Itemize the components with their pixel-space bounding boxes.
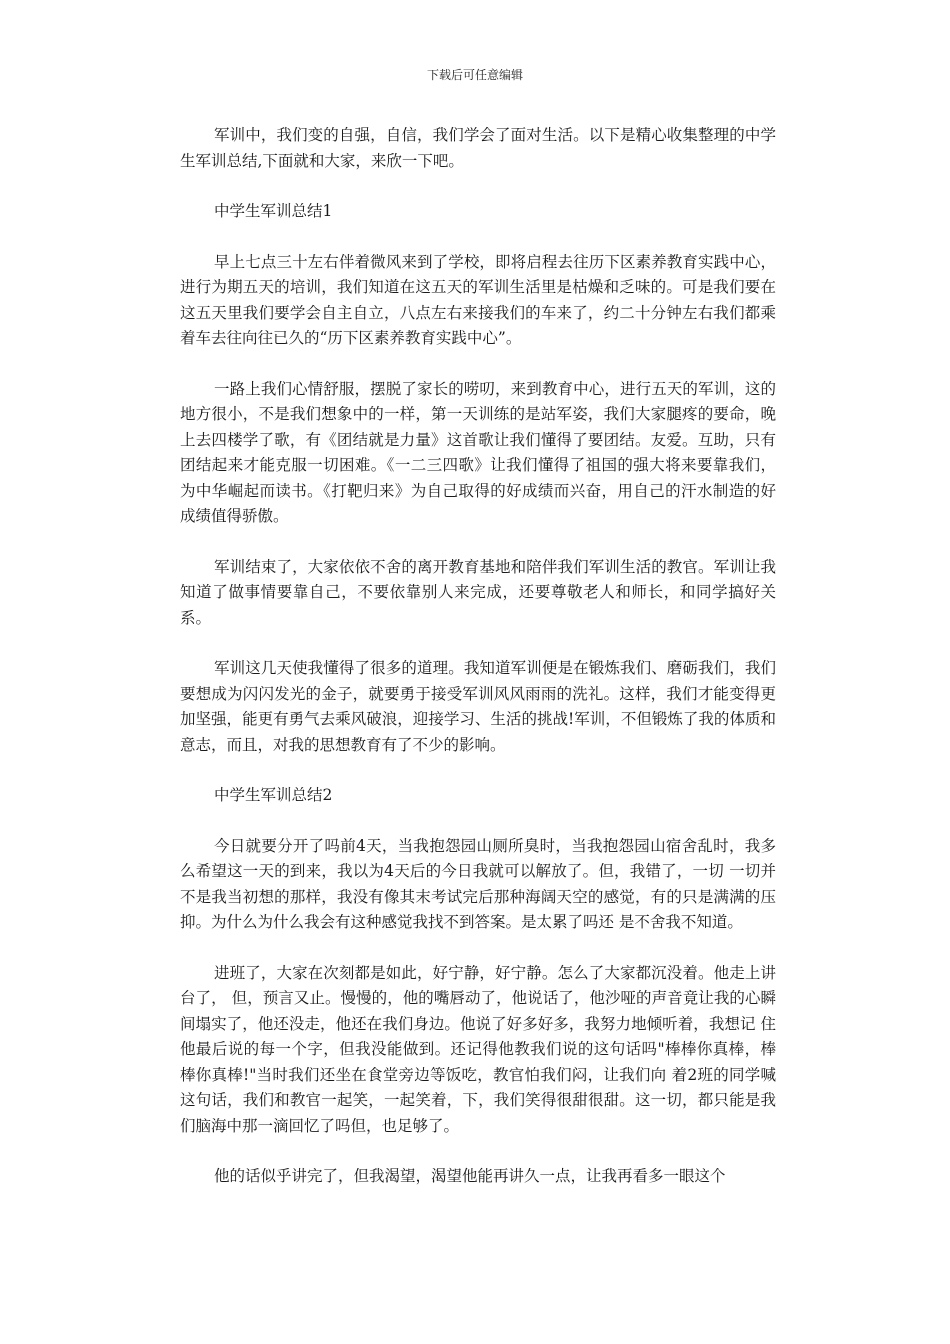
paragraph: 一路上我们心情舒服，摆脱了家长的唠叨，来到教育中心，进行五天的军训，这的地方很小，不是我们想象中的一样，第一天训练的是站军姿，我们大家腿疼的要命，晚上去四楼学了歌，有《团结就是力量》这首歌让我们懂得了要团结。友爱。互助，只有团结起来才能克服一切困难。《一二三四歌》让我们懂得了祖国的强大将来要靠我们，为中华崛起而读书。《打靶归来》为自己取得的好成绩而兴奋，用自己的汗水制造的好成绩值得骄傲。 (180, 379, 776, 525)
section-heading-2: 中学生军训总结2 (214, 786, 333, 804)
paragraph: 他的话似乎讲完了，但我渴望，渴望他能再讲久一点，让我再看多一眼这个 (214, 1167, 726, 1185)
intro-paragraph: 军训中，我们变的自强，自信，我们学会了面对生活。以下是精心收集整理的中学生军训总结,下面就和大家，来欣一下吧。 (180, 126, 776, 170)
paragraph: 进班了，大家在次刻都是如此，好宁静，好宁静。怎么了大家都沉没着。他走上讲台了， 但，预言又止。慢慢的，他的嘴唇动了，他说话了，他沙哑的声音竟让我的心瞬间塌实了，他还没走，他还在我们身边。他说了好多好多，我努力地倾听着，我想记 住他最后说的每一个字，但我没能做到。还记得他教我们说的这句话吗"棒棒你真棒，棒棒你真棒!"当时我们还坐在食堂旁边等饭吃，教官怕我们闷，让我们向 着2班的同学喊这句话，我们和教官一起笑，一起笑着，下，我们笑得很甜很甜。这一切，都只能是我们脑海中那一滴回忆了吗但，也足够了。 (180, 963, 776, 1135)
paragraph: 军训这几天使我懂得了很多的道理。我知道军训便是在锻炼我们、磨砺我们，我们要想成为闪闪发光的金子，就要勇于接受军训风风雨雨的洗礼。这样，我们才能变得更加坚强，能更有勇气去乘风破浪，迎接学习、生活的挑战!军训，不但锻炼了我的体质和意志，而且，对我的思想教育有了不少的影响。 (180, 659, 776, 754)
paragraph: 早上七点三十左右伴着微风来到了学校，即将启程去往历下区素养教育实践中心，进行为期五天的培训，我们知道在这五天的军训生活里是枯燥和乏味的。可是我们要在这五天里我们要学会自主自立，八点左右来接我们的车来了，约二十分钟左右我们都乘着车去往向往已久的“历下区素养教育实践中心”。 (180, 252, 776, 347)
header-note: 下载后可任意编辑 (426, 68, 523, 82)
paragraph: 今日就要分开了吗前4天，当我抱怨园山厕所臭时，当我抱怨园山宿舍乱时，我多么希望这一天的到来，我以为4天后的今日我就可以解放了。但，我错了，一切 一切并不是我当初想的那样，我没有像其末考试完后那种海阔天空的感觉，有的只是满满的压抑。为什么为什么我会有这种感觉我找不到答案。是太累了吗还 是不舍我不知道。 (180, 836, 776, 931)
section-heading-1: 中学生军训总结1 (214, 202, 333, 220)
document-body (180, 123, 776, 1215)
paragraph: 军训结束了，大家依依不舍的离开教育基地和陪伴我们军训生活的教官。军训让我知道了做事情要靠自己，不要依靠别人来完成，还要尊敬老人和师长，和同学搞好关系。 (180, 557, 776, 627)
